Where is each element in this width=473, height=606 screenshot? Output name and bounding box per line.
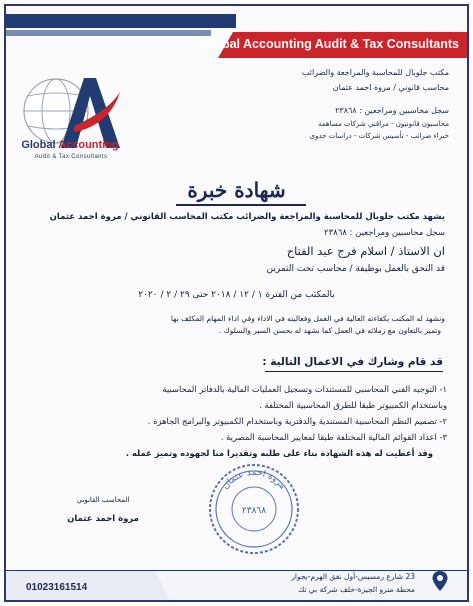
- phone-number: 01023161514: [26, 582, 88, 593]
- logo-wordmark: [14, 139, 126, 151]
- certificate-page: [4, 4, 469, 602]
- task-item-3: ٣- اعداد القوائم المالية المختلفة طبقا لمعايير المحاسبة المصرية .: [220, 432, 447, 442]
- stamp-text: مروة احمد عثمان: [220, 467, 288, 492]
- office-info: [159, 68, 449, 140]
- header-company-name: Global Accounting Audit & Tax Consultants: [201, 37, 459, 51]
- address-line-1: 23 شارع رمسيس-أول نفق الهرم-بجوار: [291, 572, 415, 581]
- task-item-1: ١- التوجيه الفني المحاسبي للمستندات وتسجيل العمليات المالية بالدفاتر المحاسبية: [162, 384, 447, 394]
- signature-name: مروة احمد عثمان: [67, 514, 139, 524]
- title-underline: [176, 204, 306, 206]
- employee-name: ان الاستاذ / اسلام فرج عبد الفتاح: [286, 244, 445, 258]
- tasks-heading-underline: [265, 371, 443, 372]
- stamp-number: ٢٣٨٦٨: [241, 506, 267, 516]
- location-pin-icon: [431, 570, 449, 592]
- cert-line-6: ونشهد له المكتب بكفاءته العالية في العمل وفعاليته في الاداء وفي اداء المهام المكلف بها: [170, 314, 445, 323]
- closing-statement: وقد أعطيت له هذه الشهادة بناء على طلبه وتقديرا منا لجهوده وتميز عمله .: [125, 448, 433, 458]
- employment-period: بالمكتب من الفترة ١ / ١٢ / ٢٠١٨ حتى ٢٩ / ٢ / ٢٠٢٠: [138, 290, 335, 300]
- signature-role: المحاسب القانوني: [76, 496, 130, 504]
- office-registry: سجل محاسبين ومراجعين : ٢٣٨٦٨: [335, 106, 449, 115]
- job-title: قد التحق بالعمل بوظيفة / محاسب تحت التمرين: [266, 264, 445, 274]
- tasks-heading: قد قام وشارك في الاعمال التالية :: [262, 356, 443, 368]
- header-stripe-blue: [6, 14, 236, 28]
- task-item-1-cont: وباستخدام الكمبيوتر طبقا للطرق المحاسبية المختلفة .: [259, 400, 447, 410]
- cert-line-7: وتميز بالتعاون مع زملائه في العمل كما نشهد له بحسن السير والسلوك .: [218, 326, 441, 335]
- cert-line-1: يشهد مكتب جلوبال للمحاسبة والمراجعة والضرائب مكتب المحاسب القانوني / مروة احمد عثمان: [49, 212, 445, 222]
- address-block: [291, 572, 415, 598]
- cert-line-2: سجل محاسبين ومراجعين : ٢٣٨٦٨: [324, 228, 445, 238]
- certificate-title: شهادة خبرة: [187, 178, 286, 202]
- office-services-2: خبراء ضرائب - تأسيس شركات - دراسات جدوى: [309, 132, 449, 140]
- office-name: مكتب جلوبال للمحاسبة والمراجعة والضرائب: [301, 68, 449, 77]
- office-services-1: محاسبون قانونيون - مراقبي شركات مساهمة: [318, 120, 449, 128]
- task-item-2: ٢- تصميم النظم المحاسبية المستندية والدفترية وباستخدام الكمبيوتر والبرامج الجاهزة .: [147, 416, 447, 426]
- office-accountant: محاسب قانوني / مروة احمد عثمان: [332, 83, 449, 92]
- official-stamp-icon: [206, 461, 302, 557]
- address-line-2: محطة مترو الجيزة-خلف شركة بي تك: [298, 585, 415, 594]
- header-stripe-lightblue: [6, 30, 211, 36]
- logo-word-main: Global: [21, 139, 59, 151]
- logo-word-accent: Accounting: [58, 139, 119, 151]
- logo-subtitle: Audit & Tax Consultants: [34, 154, 108, 160]
